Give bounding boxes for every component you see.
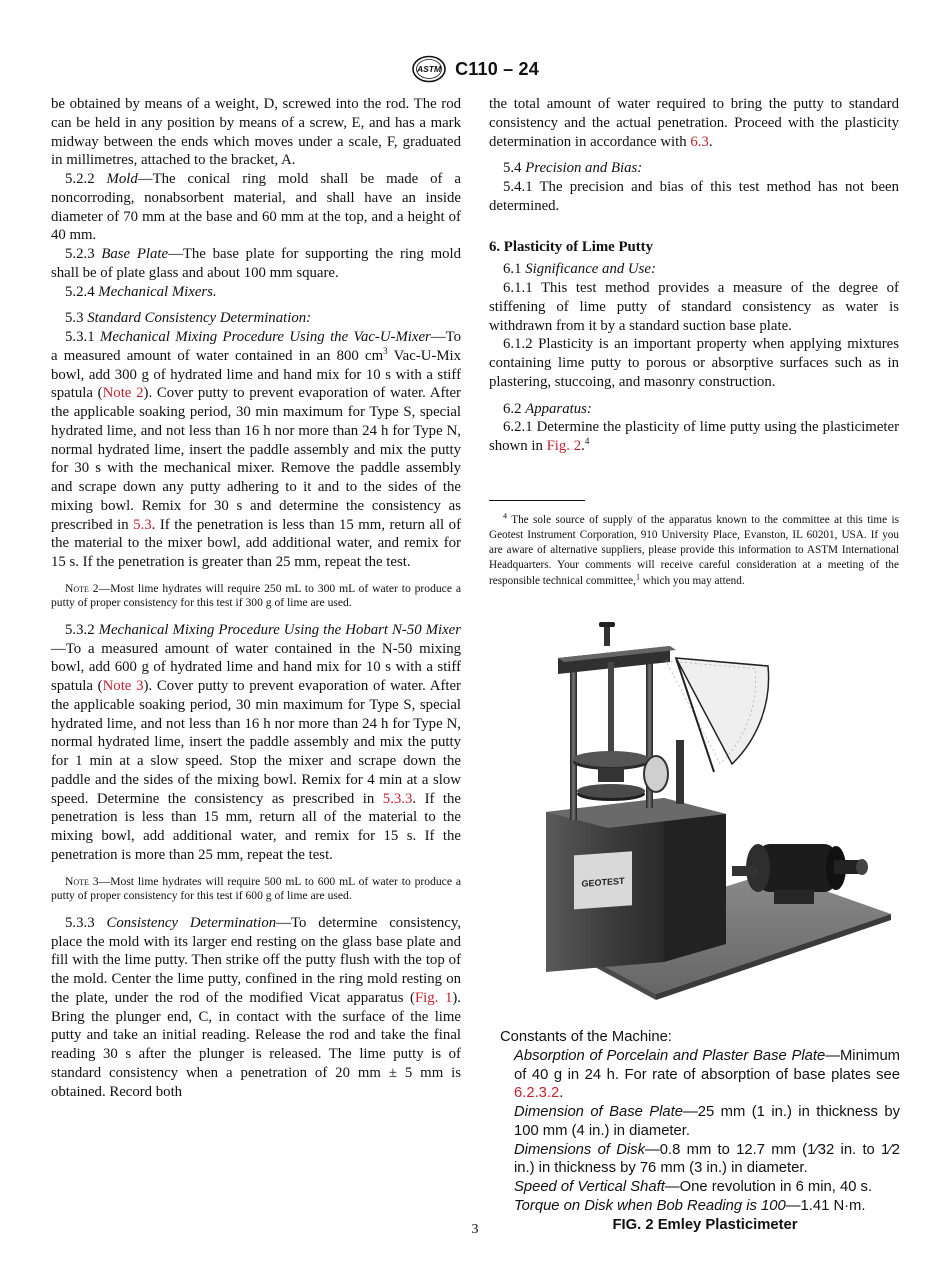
note-2-link[interactable]: Note 2 (102, 385, 144, 402)
section-5-4: 5.4 Precision and Bias: (503, 160, 643, 177)
section-6-2: 6.2 Apparatus: (503, 400, 592, 417)
astm-logo-icon (411, 55, 447, 83)
footnote-4: $^4$ The sole source of supply of the apparatus known to the committee at this time is Geotest Instrument Corporation, 910 University Place, Evanston, IL 60201, USA. If you are aware of alternative suppliers, please provide this information to ASTM International Headquarters. Your comments will receive careful consideration at a meeting of the responsible technical committee,$^1$ which you may attend. (489, 511, 899, 587)
logo-text: ASTM (417, 64, 442, 75)
constants-heading: Constants of the Machine: (500, 1029, 672, 1045)
document-designation: C110 – 24 (455, 58, 539, 79)
note-2: Note 2—Most lime hydrates will require 250 mL to 300 mL of water to produce a putty of proper consistency for this test if 300 g of lime are used. (51, 581, 461, 610)
constant-base-plate: Dimension of Base Plate—25 mm (1 in.) in thickness by 100 mm (4 in.) in diameter. (514, 1104, 900, 1139)
fig-2-link[interactable]: Fig. 2 (546, 438, 582, 454)
section-5-3-3: 5.3.3 Consistency Determination—To determine consistency, place the mold with its larger end resting on the glass base plate and fill with the lime putty. Then strike off the putty flush with the top of the mold. Center the lime putty, confined in the ring mold resting on the plate, under the rod of the modified Vicat apparatus (Fig. 1). Bring the plunger end, C, in contact with the surface of the lime putty and take an initial reading. Release the rod and take the final reading 30 s after the plunger is released. The lime putty is of standard consistency when a penetration of 20 mm ± 5 mm is obtained. Record both (51, 914, 462, 1100)
paragraph-continuation-right: the total amount of water required to bring the putty to standard consistency and the actual penetration. Proceed with the plasticity determination in accordance with 6.3. (489, 96, 899, 150)
section-6-heading: 6. Plasticity of Lime Putty (489, 238, 653, 255)
page-number: 3 (471, 1222, 479, 1237)
note-3: Note 3—Most lime hydrates will require 500 mL to 600 mL of water to produce a putty of proper consistency for this test if 600 g of lime are used. (51, 874, 461, 903)
section-5-2-4: 5.2.4 Mechanical Mixers. (65, 283, 217, 300)
section-5-3-link[interactable]: 5.3 (133, 516, 152, 533)
constant-shaft-speed: Speed of Vertical Shaft—One revolution in 6 min, 40 s. (514, 1179, 873, 1195)
right-column (489, 95, 899, 589)
left-column-rod (570, 660, 577, 820)
section-5-3-3-link[interactable]: 5.3.3 (382, 790, 413, 807)
constant-torque: Torque on Disk when Bob Reading is 100—1.41 N·m. (514, 1197, 866, 1214)
section-6-2-3-2-link[interactable]: 6.2.3.2 (514, 1085, 560, 1102)
section-5-4-1: 5.4.1 The precision and bias of this test method has not been determined. (489, 179, 899, 214)
fig-1-link[interactable]: Fig. 1 (414, 989, 453, 1006)
paragraph-continuation: be obtained by means of a weight, D, screwed into the rod. The rod can be held in any position by means of a screw, E, and has a mark midway between the ends which moves under a scale, F, graduated in millimetres, attached to the bracket, A. (51, 96, 461, 169)
section-6-1-2: 6.1.2 Plasticity is an important property when applying mixtures containing lime putty to porous or absorptive surfaces such as in plastering, stuccoing, and masonry construction. (489, 336, 899, 390)
section-5-3-2: 5.3.2 Mechanical Mixing Procedure Using the Hobart N-50 Mixer—To a measured amount of water contained in the N-50 mixing bowl, add 600 g of hydrated lime and hand mix for 10 s with a stiff spatula (Note 3). Cover putty to prevent evaporation of water. After the applicable soaking period, 30 min maximum for Type S, special hydrated lime, and not less than 16 h nor more than 24 h for Type N, normal hydrated lime, insert the paddle assembly and mix the putty for 1 min at a slow speed. Stop the mixer and scrape down the paddle and the sides of the mixing bowl. Remix for 4 min at a slow speed. Determine the consistency as prescribed in 5.3.3. If the penetration is less than 15 mm, return all of the material to the mixing bowl, add additional water, and remix for 15 s. If the penetration is more than 25 mm, repeat the test. (51, 621, 461, 863)
quadrant-scale (676, 658, 769, 764)
section-5-2-2: 5.2.2 Mold—The conical ring mold shall be made of a noncorroding, nonabsorbent material, and shall have an inside diameter of 70 mm at the base and 60 mm at the top, and a height of 40 mm. (51, 171, 461, 244)
section-5-2-3: 5.2.3 Base Plate—The base plate for supporting the ring mold shall be of plate glass and about 100 mm square. (51, 246, 461, 281)
section-6-1-1: 6.1.1 This test method provides a measure of the degree of stiffening of lime putty of standard consistency as water is withdrawn from it by a standard suction base plate. (489, 280, 899, 334)
section-5-3: 5.3 Standard Consistency Determination: (65, 310, 312, 327)
section-6-1: 6.1 Significance and Use: (503, 261, 656, 278)
footnote-divider (489, 500, 585, 501)
constant-disk: Dimensions of Disk—0.8 mm to 12.7 mm (1⁄32 in. to 1⁄2 in.) in thickness by 76 mm (3 in.) in diameter. (514, 1141, 900, 1177)
brand-label: GEOTEST (581, 875, 625, 889)
plasticimeter-photo (536, 622, 906, 1018)
section-5-3-1: 5.3.1 Mechanical Mixing Procedure Using the Vac-U-Mixer—To a measured amount of water contained in an 800 $cm^3$ Vac-U-Mix bowl, add 300 g of hydrated lime and hand mix for 10 s with a stiff spatula (Note 2). Cover putty to prevent evaporation of water. After the applicable soaking period, 30 min maximum for Type S, special hydrated lime, and not less than 16 h nor more than 24 h for Type N, normal hydrated lime, insert the paddle assembly and mix the putty for 30 s with the mechanical mixer. Remove the paddle assembly and scrape down any putty adhering to it and to the sides of the mixing bowl. Remix for 30 s and determine the consistency as prescribed in 5.3. If the penetration is less than 15 mm, return all of the material to the mixer bowl, add additional water, and remix for 15 s. If the penetration is greater than 25 mm, repeat the test. (51, 329, 462, 570)
section-6-2-1: 6.2.1 Determine the plasticity of lime putty using the plasticimeter shown in Fig. 2.$^4$ (489, 419, 899, 454)
figure-caption-block (490, 1028, 900, 1234)
constant-absorption: Absorption of Porcelain and Plaster Base Plate—Minimum of 40 g in 24 h. For rate of absorption of base plates see 6.2.3.2. (514, 1047, 900, 1102)
dial-gauge (644, 756, 668, 792)
figure-title: FIG. 2 Emley Plasticimeter (612, 1216, 798, 1233)
section-6-3-link[interactable]: 6.3 (690, 133, 709, 150)
page-header (0, 54, 950, 84)
note-3-link[interactable]: Note 3 (102, 678, 144, 695)
left-column (51, 95, 461, 1101)
